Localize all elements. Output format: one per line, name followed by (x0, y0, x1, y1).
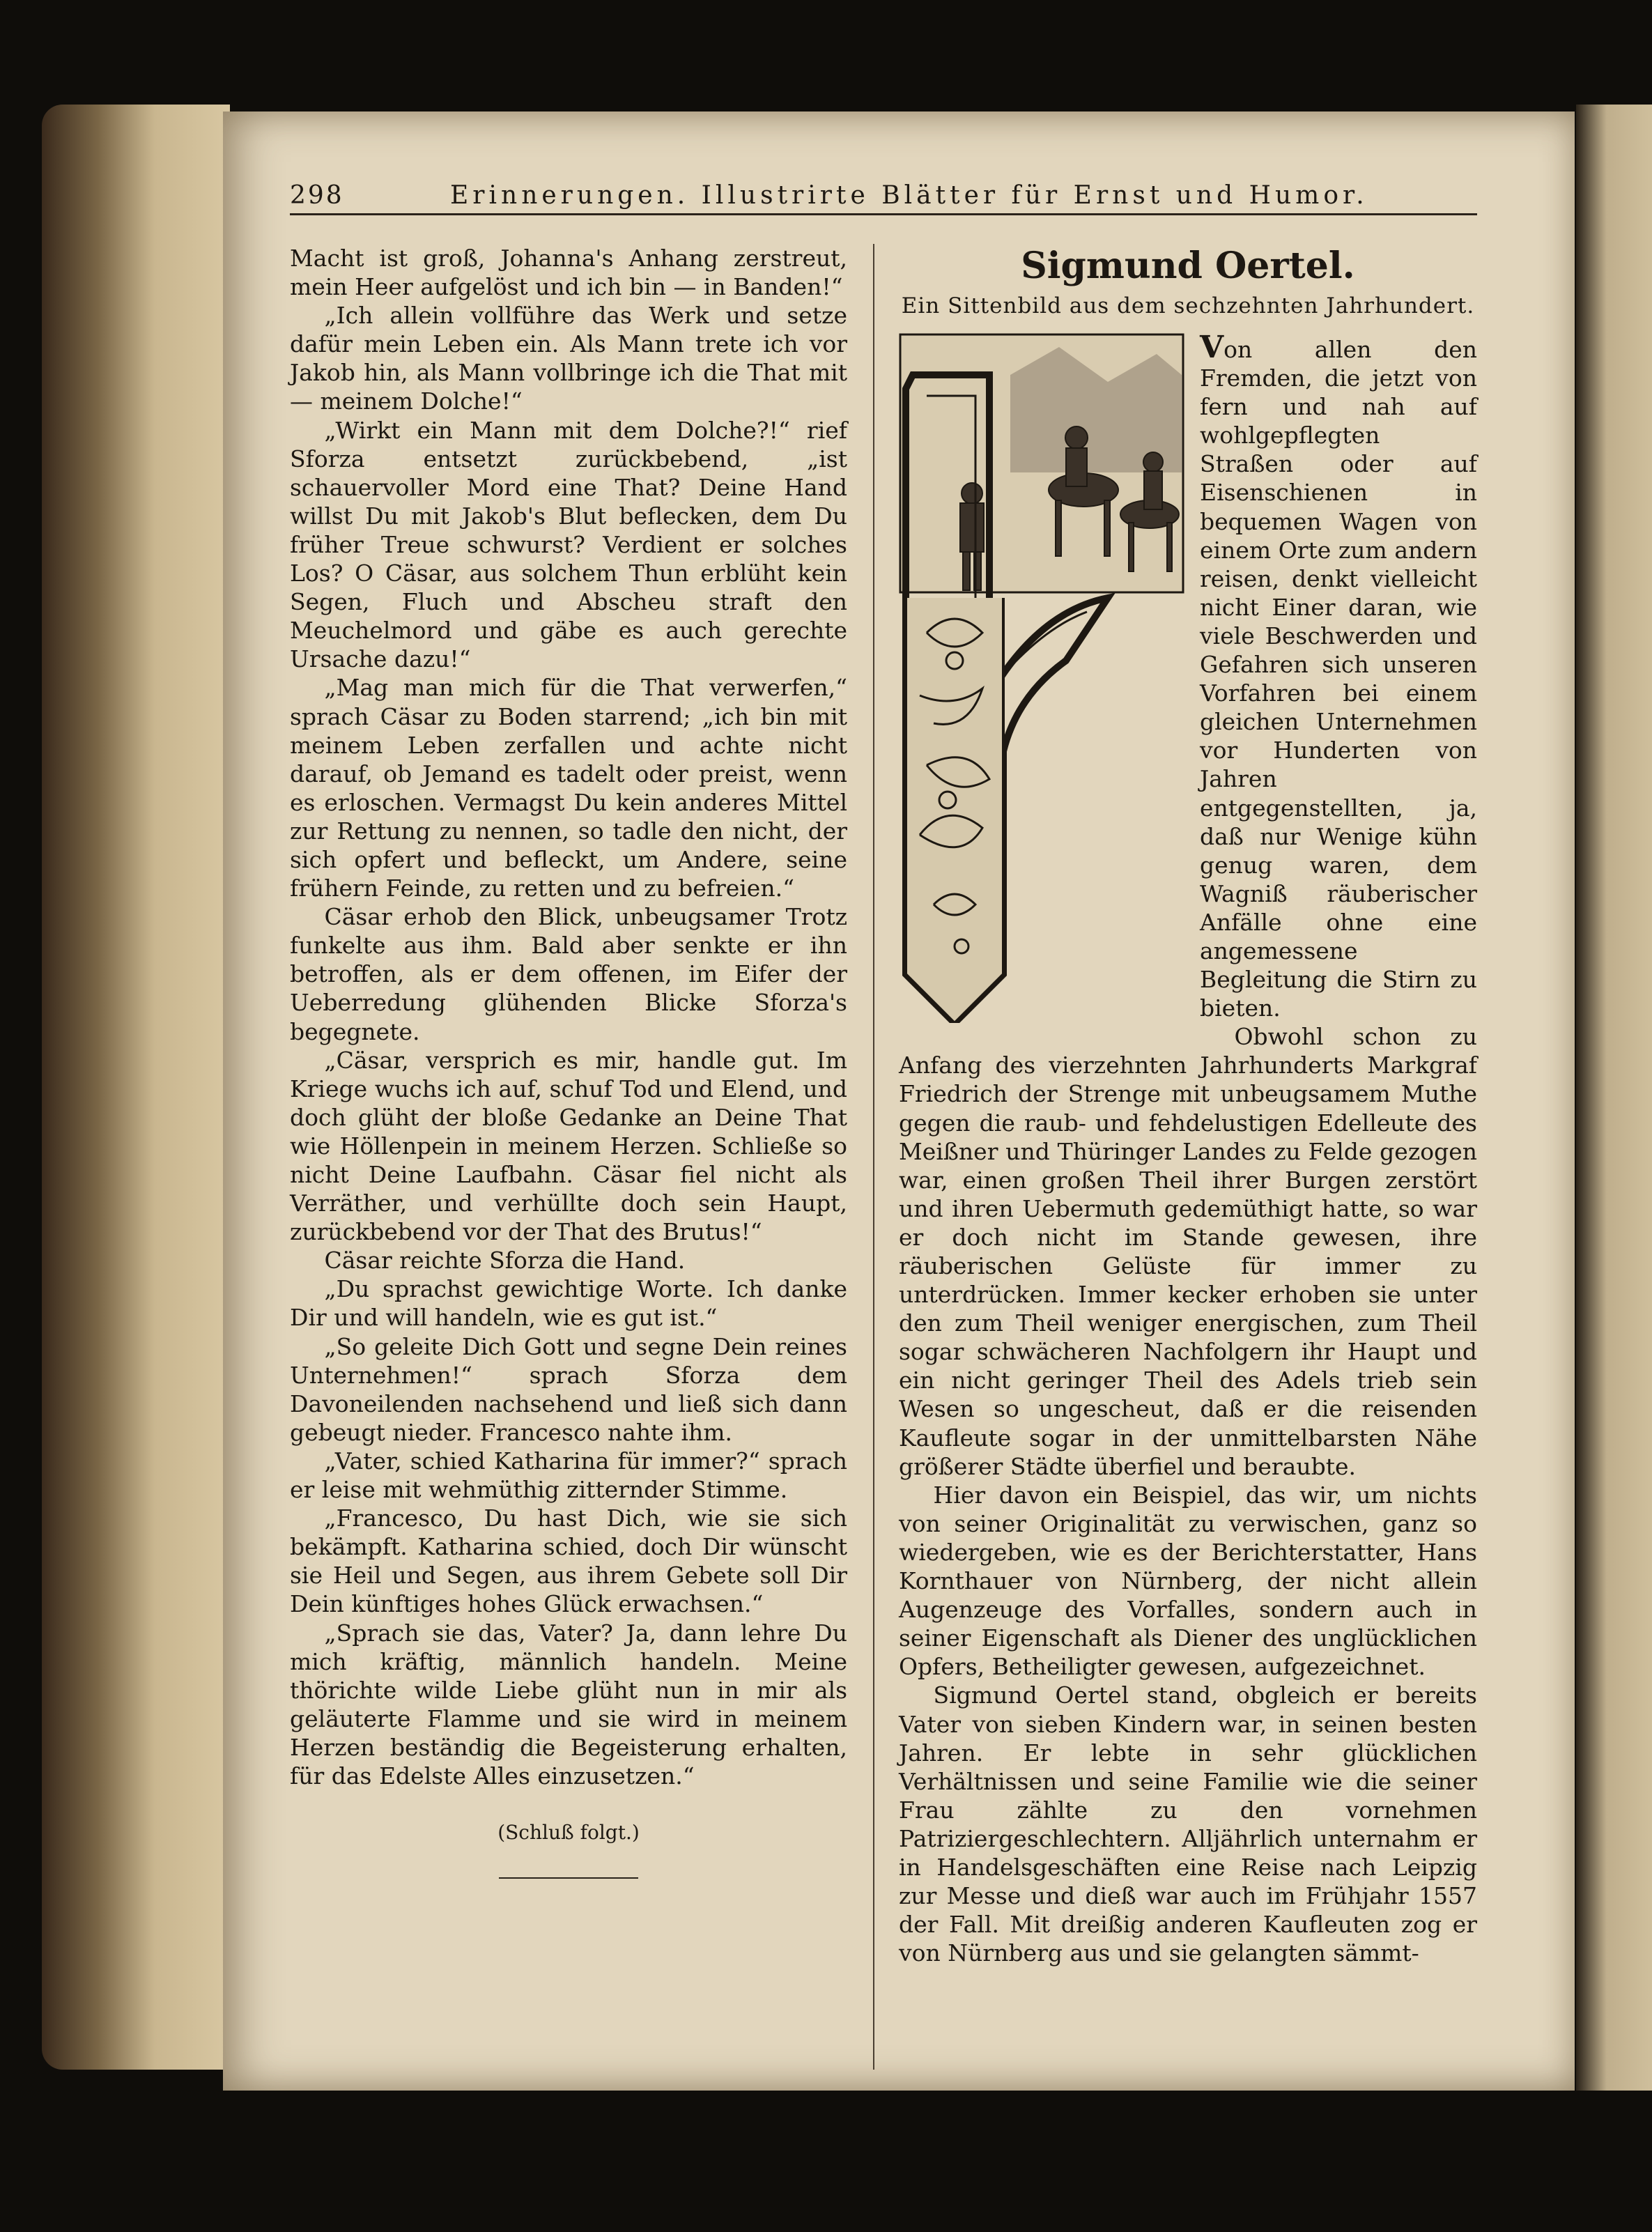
illustrated-initial (899, 333, 1184, 1023)
page-header (290, 181, 1477, 215)
right-column (899, 244, 1477, 1967)
left-paragraph: „Ich allein vollführe das Werk und setze dafür mein Leben ein. Als Mann trete ich vor Jakob hin, als Mann vollbringe ich die That mit — meinem Dolche!“ (290, 302, 847, 415)
article-subtitle: Ein Sittenbild aus dem sechzehnten Jahrhundert. (901, 293, 1475, 318)
left-paragraph: „Mag man mich für die That verwerfen,“ sprach Cäsar zu Boden starrend; „ich bin mit meinem Leben zerfallen und achte nicht darauf, ob Jemand es tadelt oder preist, wenn es erloschen. Vermagst Du kein anderes Mittel zur Rettung zu nennen, so tadle den nicht, der sich opfert und befleckt, um Andere, seine frühern Feinde, zu retten und zu befreien.“ (290, 674, 847, 902)
left-column (290, 244, 847, 1879)
left-paragraph: „So geleite Dich Gott und segne Dein reines Unternehmen!“ sprach Sforza dem Davoneilenden nachsehend und ließ sich dann gebeugt nieder. Francesco nahte ihm. (290, 1332, 847, 1446)
right-paragraph: Hier davon ein Beispiel, das wir, um nichts von seiner Originalität zu verwischen, ganz so wiedergeben, wie es der Berichterstatter, Hans Kornthauer von Nürnberg, der nicht allein Augenzeuge des Vorfalles, sondern auch in seiner Eigenschaft als Diener des unglücklichen Opfers, Betheiligter gewesen, aufgezeichnet. (899, 1481, 1477, 1681)
left-paragraph: Cäsar erhob den Blick, unbeugsamer Trotz funkelte aus ihm. Bald aber senkte er ihn betroffen, als er dem offenen, im Eifer der Ueberredung glühenden Blicke Sforza's begegnete. (290, 903, 847, 1045)
end-rule (499, 1877, 638, 1879)
page-number: 298 (290, 181, 344, 210)
sequel-note: (Schluß folgt.) (497, 1821, 640, 1845)
book-page-edges (42, 105, 230, 2070)
article-title: Sigmund Oertel. (1021, 245, 1355, 287)
right-paragraph: Sigmund Oertel stand, obgleich er bereits Vater von sieben Kindern war, in seinen besten Jahren. Er lebte in sehr glücklichen Verhältnissen und seine Familie wie die seiner Frau zählte zu den vornehmen Patriziergeschlechtern. Alljährlich unternahm er in Handelsgeschäften eine Reise nach Leipzig zur Messe und dieß war auch im Frühjahr 1557 der Fall. Mit dreißig anderen Kaufleuten zog er von Nürnberg aus und sie gelangten sämmt- (899, 1681, 1477, 1967)
left-paragraph: „Francesco, Du hast Dich, wie sie sich bekämpft. Katharina schied, doch Dir wünscht sie Heil und Segen, aus ihrem Gebete soll Dir Dein künftiges hohes Glück erwachsen.“ (290, 1504, 847, 1618)
initial-v-engraving (899, 333, 1184, 1023)
left-paragraph: Cäsar reichte Sforza die Hand. (324, 1247, 686, 1275)
running-head: Erinnerungen. Illustrirte Blätter für Ernst und Humor. (450, 181, 1368, 210)
drop-cap-letter: V (1200, 330, 1224, 365)
left-paragraph: „Cäsar, versprich es mir, handle gut. Im Kriege wuchs ich auf, schuf Tod und Elend, und doch glüht der bloße Gedanke an Deine That wie Höllenpein in meinem Herzen. Schließe so nicht Deine Laufbahn. Cäsar fiel nicht als Verräther, und verhüllte doch sein Haupt, zurückbebend vor der That des Brutus!“ (290, 1046, 847, 1246)
left-paragraph: „Vater, schied Katharina für immer?“ sprach er leise mit wehmüthig zitternder Stimme. (290, 1447, 847, 1504)
left-paragraph: „Sprach sie das, Vater? Ja, dann lehre Du mich kräftig, männlich handeln. Meine thörichte wilde Liebe glüht nun in mir als geläuterte Flamme und sie wird in meinem Herzen beständig die Begeisterung erhalten, für das Edelste Alles einzusetzen.“ (290, 1619, 847, 1790)
book-page (223, 111, 1575, 2091)
right-paragraph: on allen den Fremden, die jetzt von fern und nah auf wohlgepflegten Straßen oder auf Eisenschienen in bequemen Wagen von einem Orte zum andern reisen, denkt vielleicht nicht Einer daran, wie viele Beschwerden und Gefahren sich unseren Vorfahren bei einem gleichen Unternehmen vor Hunderten von Jahren entgegenstellten, ja, daß nur Wenige kühn genug waren, dem Wagniß räuberischer Anfälle ohne eine angemessene Begleitung die Stirn zu bieten. (1200, 336, 1477, 1022)
right-paragraph: Obwohl schon zu Anfang des vierzehnten Jahrhunderts Markgraf Friedrich der Strenge mit unbeugsamem Muthe gegen die raub- und fehdelustigen Edelleute des Meißner und Thüringer Landes zu Felde gezogen war, einen großen Theil ihrer Burgen zerstört und ihren Uebermuth gedemüthigt hatte, so war er doch nicht im Stande gewesen, ihre räuberischen Gelüste für immer zu unterdrücken. Immer kecker erhoben sie unter den zum Theil weniger energischen, zum Theil sogar schwächeren Nachfolgern ihr Haupt und ein nicht geringer Theil des Adels trieb sein Wesen so ungescheut, daß er die reisenden Kaufleute sogar in der unmittelbarsten Nähe größerer Städte überfiel und beraubte. (899, 1023, 1477, 1480)
next-page-edge (1576, 105, 1652, 2091)
left-paragraph: „Wirkt ein Mann mit dem Dolche?!“ rief Sforza entsetzt zurückbebend, „ist schauervoller Mord eine That? Deine Hand willst Du mit Jakob's Blut beflecken, dem Du früher Treue schwurst? Verdient er solches Los? O Cäsar, aus solchem Thun erblüht kein Segen, Fluch und Abscheu straft den Meuchelmord und gäbe es auch gerechte Ursache dazu!“ (290, 416, 847, 673)
column-divider (873, 244, 874, 2070)
left-paragraph: Macht ist groß, Johanna's Anhang zerstreut, mein Heer aufgelöst und ich bin — in Banden!“ (290, 245, 847, 301)
left-paragraph: „Du sprachst gewichtige Worte. Ich danke Dir und will handeln, wie es gut ist.“ (290, 1275, 847, 1332)
